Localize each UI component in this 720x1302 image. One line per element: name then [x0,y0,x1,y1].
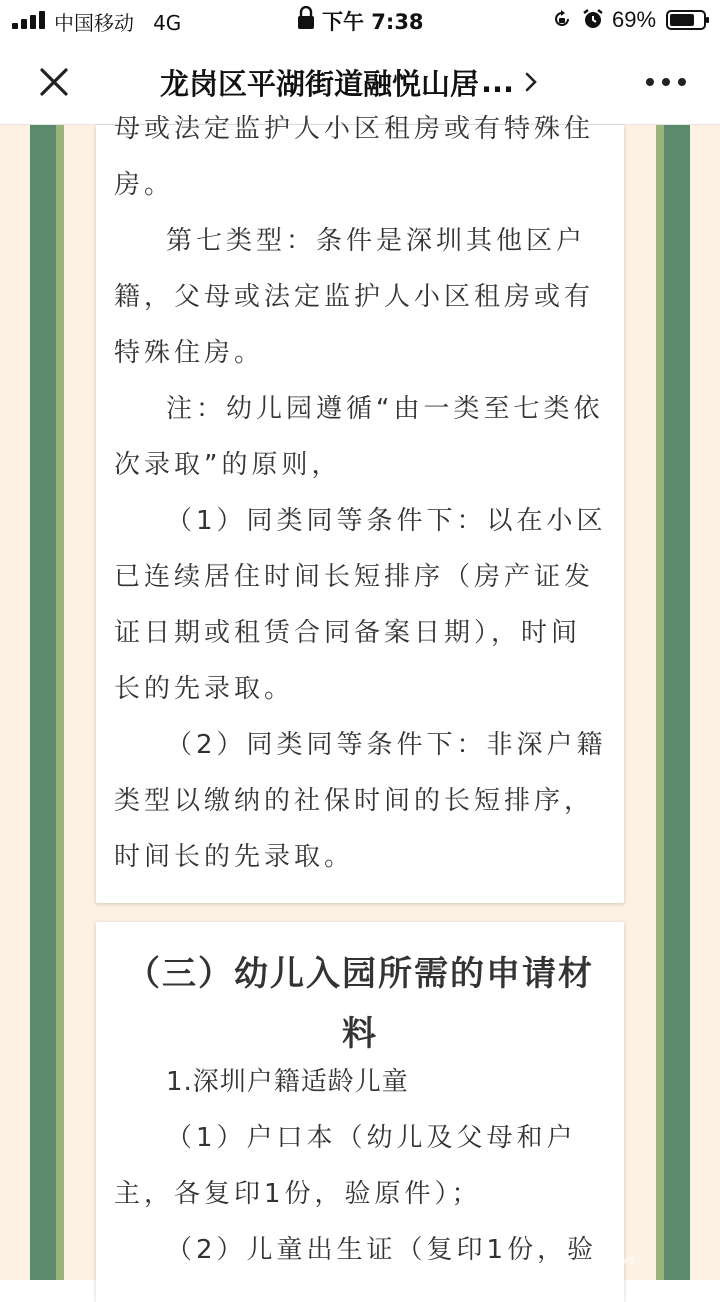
article-frame [0,114,720,1280]
text-line: 时间长的先录取。 [114,842,355,872]
text-line: 类型以缴纳的社保时间的长短排序， [114,786,595,816]
lock-icon [297,6,315,30]
battery-percent: 69% [612,7,657,32]
text-line: 房。 [114,170,175,200]
text-line: 证日期或租赁合同备案日期），时间 [114,618,582,648]
page-title[interactable] [160,61,580,103]
chevron-right-icon [524,71,538,93]
text-line: （2）同类同等条件下：非深户籍 [166,730,607,760]
section-heading-line: 料 [342,1014,378,1054]
content-card [96,114,624,903]
text-line: 已连续居住时间长短排序（房产证发 [114,562,595,592]
battery-icon [666,10,710,30]
text-line: （2）儿童出生证（复印1份，验 [166,1235,598,1265]
text-line: 注：幼儿园遵循“由一类至七类依 [166,394,604,424]
right-border-light [656,125,664,1280]
left-border-light [56,125,64,1280]
clock-label: 下午 7:38 [322,10,424,34]
title-ellipsis: ... [481,65,515,99]
left-border-dark [30,125,56,1280]
page-title-text: 龙岗区平湖街道融悦山居 [160,66,480,101]
network-label: 4G [153,11,182,35]
signal-icon [12,11,46,29]
text-line: （1）同类同等条件下：以在小区 [166,506,607,536]
paragraph [114,1054,610,1278]
close-icon[interactable] [34,62,74,102]
text-line: 次录取”的原则， [114,450,342,480]
carrier-label: 中国移动 4G [54,11,182,35]
paragraph [114,101,610,885]
text-line: 特殊住房。 [114,338,265,368]
text-line: （1）户口本（幼儿及父母和户 [166,1123,577,1153]
text-line: 1.深圳户籍适龄儿童 [166,1067,409,1097]
text-line: 籍，父母或法定监护人小区租房或有 [114,282,595,312]
right-border-dark [664,125,690,1280]
more-icon[interactable] [644,74,688,90]
rotation-lock-icon [552,9,572,29]
text-line: 第七类型：条件是深圳其他区户 [166,226,587,256]
text-line: 母或法定监护人小区租房或有特殊住 [114,114,595,144]
section-heading-line: （三）幼儿入园所需的申请材 [126,954,594,994]
status-bar [0,0,720,40]
watermark: SZNEWS [590,1256,636,1267]
content-card [96,922,624,1302]
section-heading [96,944,624,1064]
text-line: 长的先录取。 [114,674,295,704]
text-line: 主，各复印1份，验原件）； [114,1179,482,1209]
alarm-icon [582,8,604,30]
